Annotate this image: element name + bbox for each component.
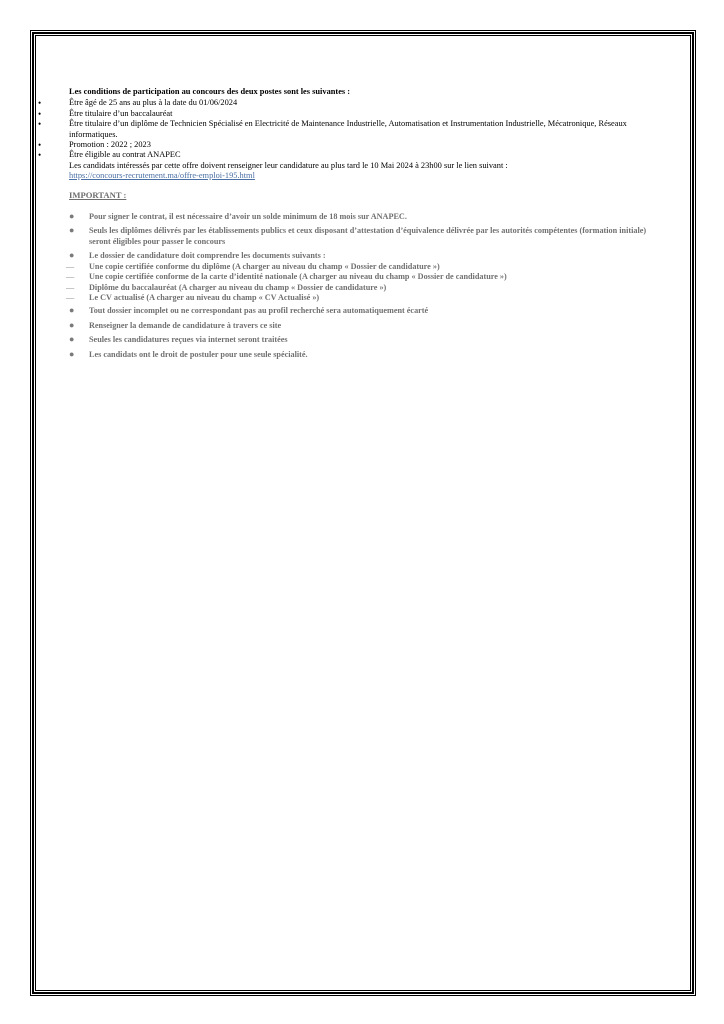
list-item: ● Renseigner la demande de candidature à travers ce site [69, 319, 282, 330]
conditions-list [38, 98, 669, 161]
list-item: • Être titulaire d’un diplôme de Technicien Spécialisé en Electricité de Maintenance Industrielle, Automatisation et Instrumentation Industrielle, Mécatronique, Réseaux informatiques. [38, 119, 627, 139]
application-link[interactable]: https://concours-recrutement.ma/offre-emploi-195.html [69, 171, 255, 181]
bullet-icon: ● [69, 334, 75, 345]
list-item: • Être éligible au contrat ANAPEC [38, 150, 181, 161]
bullet-icon: ● [69, 211, 75, 222]
dash-icon: — [66, 292, 75, 302]
document-item: — Le CV actualisé (A charger au niveau du champ « CV Actualisé ») [66, 292, 320, 302]
list-item: • Promotion : 2022 ; 2023 [38, 140, 151, 151]
list-item: • Être âgé de 25 ans au plus à la date du 01/06/2024 [38, 98, 238, 109]
list-item: • Être titulaire d’un baccalauréat [38, 108, 173, 119]
list-item: ● Tout dossier incomplet ou ne correspondant pas au profil recherché sera automatiquement écarté [69, 305, 429, 316]
important-title: IMPORTANT : [69, 189, 127, 200]
apply-instructions: Les candidats intéressés par cette offre doivent renseigner leur candidature au plus tard le 10 Mai 2024 à 23h00 sur le lien suivant : [69, 160, 508, 170]
bullet-icon: ● [69, 250, 75, 261]
important-section [66, 211, 669, 360]
conditions-heading: Les conditions de participation au concours des deux postes sont les suivantes : [69, 87, 351, 96]
bullet-icon: • [38, 140, 42, 151]
bullet-icon: ● [69, 305, 75, 316]
dash-icon: — [66, 272, 75, 282]
document-content [38, 87, 669, 364]
bullet-icon: • [38, 98, 42, 109]
bullet-icon: ● [69, 348, 75, 359]
documents-list [66, 261, 669, 304]
list-item: ● Seules les candidatures reçues via internet seront traitées [69, 334, 288, 345]
dash-icon: — [66, 282, 75, 292]
dash-icon: — [66, 261, 75, 271]
bullet-icon: ● [69, 319, 75, 330]
bullet-icon: • [38, 119, 42, 130]
document-item: — Une copie certifiée conforme du diplôme (A charger au niveau du champ « Dossier de candidature ») [66, 261, 440, 271]
list-item: ● Seuls les diplômes délivrés par les établissements publics et ceux disposant d’attestation d’équivalence délivrée par les autorités compétentes (formation initiale) seront éligibles pour passer le concours [69, 225, 647, 246]
bullet-icon: ● [69, 225, 75, 236]
list-item: ● Les candidats ont le droit de postuler pour une seule spécialité. [69, 348, 308, 359]
bullet-icon: • [38, 108, 42, 119]
list-item: ● Pour signer le contrat, il est nécessaire d’avoir un solde minimum de 18 mois sur ANAPEC. [69, 211, 407, 222]
bullet-icon: • [38, 150, 42, 161]
list-item: ● Le dossier de candidature doit comprendre les documents suivants : [69, 250, 326, 261]
document-item: — Une copie certifiée conforme de la carte d’identité nationale (A charger au niveau du champ « Dossier de candidature ») [66, 272, 507, 282]
document-item: — Diplôme du baccalauréat (A charger au niveau du champ « Dossier de candidature ») [66, 282, 387, 292]
